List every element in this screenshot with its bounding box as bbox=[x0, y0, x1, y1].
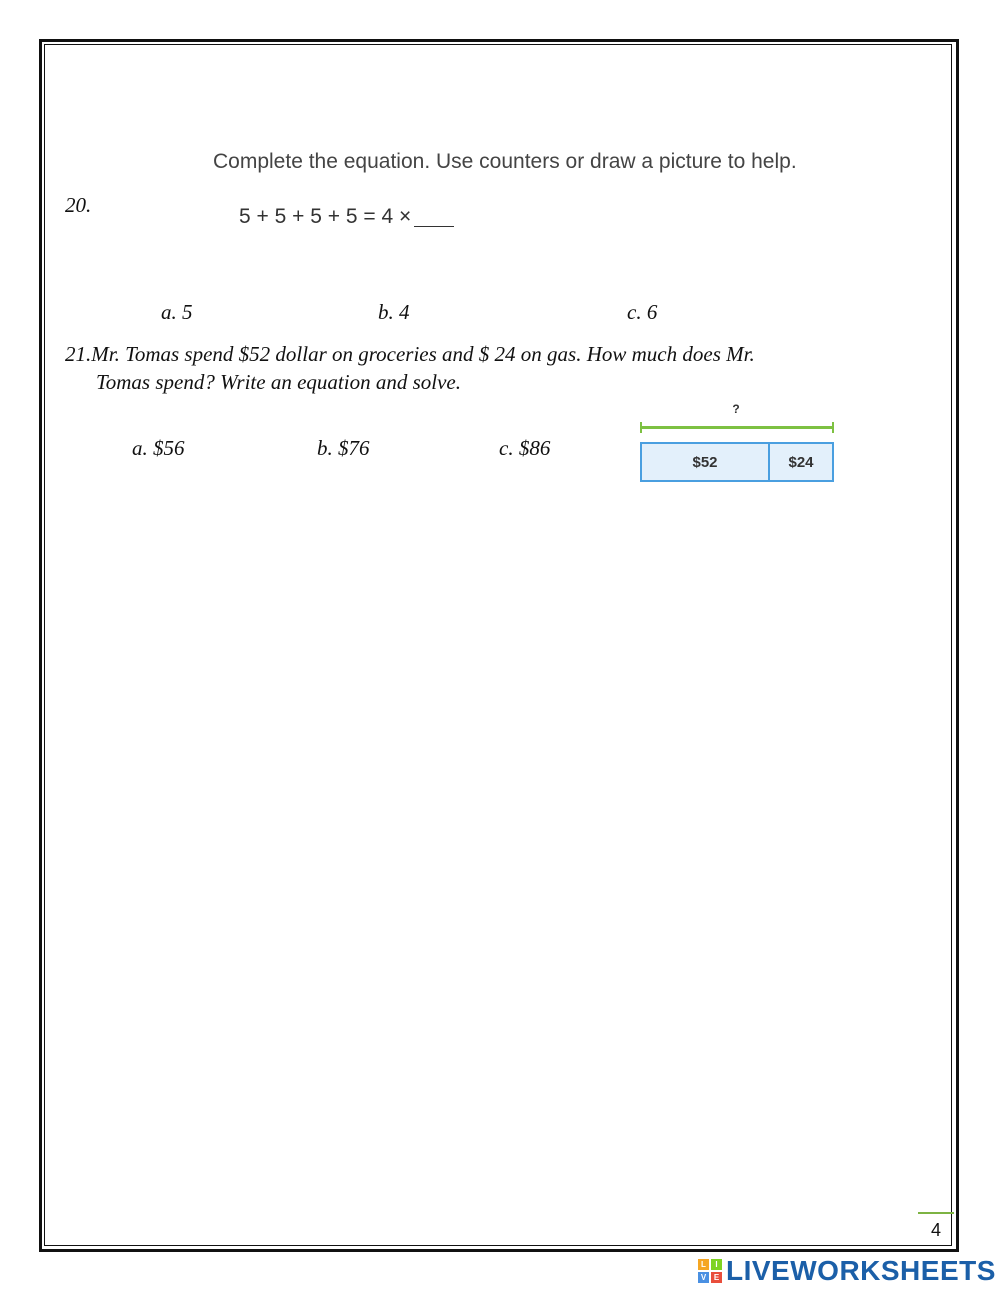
page-number-rule bbox=[918, 1212, 954, 1214]
tape-unknown-label: ? bbox=[732, 402, 740, 416]
q20-option-b[interactable]: b. 4 bbox=[378, 300, 410, 324]
answer-blank[interactable] bbox=[414, 226, 454, 227]
tape-part-2-label: $24 bbox=[788, 453, 814, 471]
logo-letter-l: L bbox=[698, 1259, 709, 1270]
page-border-inner bbox=[44, 44, 952, 1246]
logo-letter-i: I bbox=[711, 1259, 722, 1270]
question-21-line1: 21.Mr. Tomas spend $52 dollar on groceries and $ 24 on gas. How much does Mr. bbox=[65, 342, 755, 366]
logo-letter-e: E bbox=[711, 1272, 722, 1283]
question-20-number: 20. bbox=[65, 193, 92, 217]
q20-option-a[interactable]: a. 5 bbox=[161, 300, 193, 324]
page-number: 4 bbox=[931, 1220, 942, 1240]
equation-text: 5 + 5 + 5 + 5 = 4 × bbox=[239, 205, 412, 228]
tape-total-bracket bbox=[640, 426, 834, 429]
liveworksheets-brand bbox=[698, 1256, 996, 1286]
tape-tick-right bbox=[832, 422, 834, 433]
tape-part-2 bbox=[768, 442, 834, 482]
tape-part-1 bbox=[640, 442, 770, 482]
tape-part-1-label: $52 bbox=[692, 453, 718, 471]
question-21-line2: Tomas spend? Write an equation and solve. bbox=[96, 370, 461, 394]
question-21-text bbox=[65, 340, 865, 396]
q21-option-a[interactable]: a. $56 bbox=[132, 436, 185, 460]
liveworksheets-wordmark: LIVEWORKSHEETS bbox=[726, 1255, 996, 1286]
question-20-equation bbox=[239, 205, 454, 229]
q20-option-c[interactable]: c. 6 bbox=[627, 300, 658, 324]
tape-diagram bbox=[638, 400, 838, 490]
logo-letter-v: V bbox=[698, 1272, 709, 1283]
q21-option-b[interactable]: b. $76 bbox=[317, 436, 370, 460]
instruction-text: Complete the equation. Use counters or draw a picture to help. bbox=[213, 150, 797, 173]
liveworksheets-logo bbox=[698, 1259, 722, 1283]
q21-option-c[interactable]: c. $86 bbox=[499, 436, 551, 460]
